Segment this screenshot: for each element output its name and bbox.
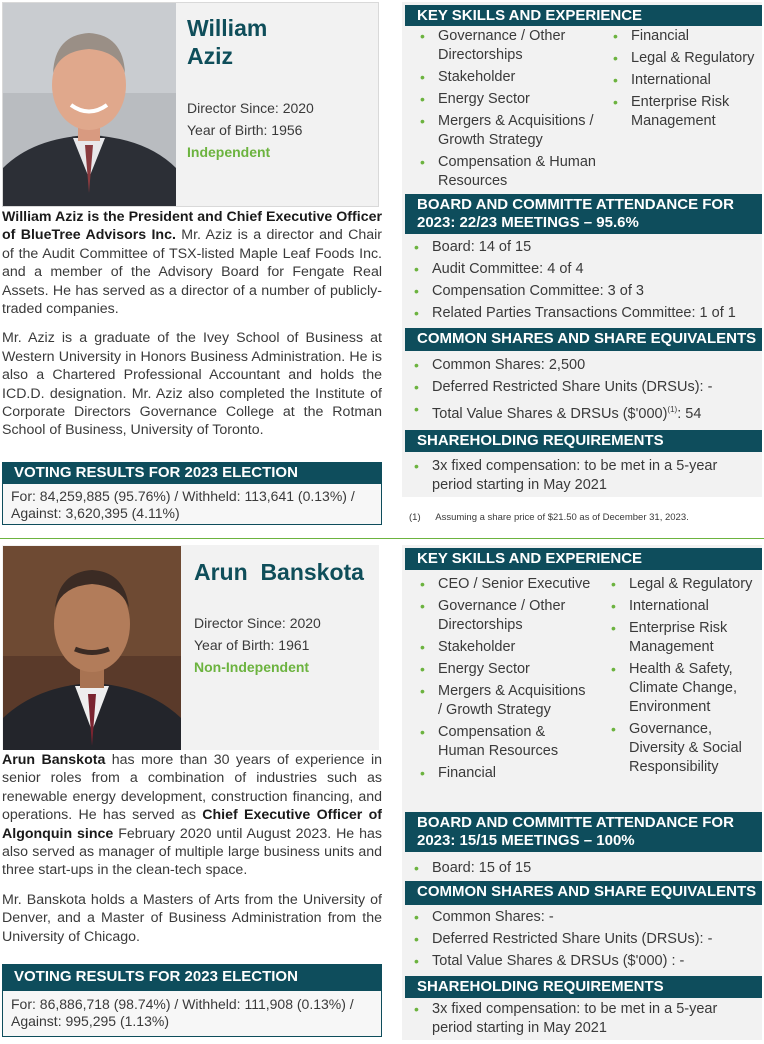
attendance-item: • Compensation Committee: 3 of 3 — [408, 282, 760, 301]
skill-item: • International — [607, 71, 757, 90]
bio-paragraph-1 — [2, 208, 382, 318]
year-of-birth: Year of Birth: 1961 — [194, 637, 310, 653]
aziz-skills-col1 — [414, 27, 598, 191]
footnote-ref: (1) — [667, 405, 678, 414]
shares-common: • Common Shares: 2,500 — [408, 356, 760, 375]
shares-total-value: : 54 — [677, 405, 702, 422]
skill-item: • Governance / Other Directorships — [414, 597, 604, 635]
status-independent: Independent — [187, 144, 271, 160]
shares-drsu: • Deferred Restricted Share Units (DRSUs): - — [408, 930, 760, 949]
skill-item: • Energy Sector — [414, 90, 598, 109]
banskota-voting-results: For: 86,886,718 (98.74%) / Withheld: 111,908 (0.13%) / Against: 995,295 (1.13%) — [2, 991, 382, 1037]
status-non-independent: Non-Independent — [194, 659, 310, 675]
shares-total-label: Total Value Shares & DRSUs ($'000) — [432, 405, 668, 422]
aziz-requirements-header: SHAREHOLDING REQUIREMENTS — [405, 430, 762, 452]
bio-paragraph-1 — [2, 751, 382, 880]
banskota-voting-header: VOTING RESULTS FOR 2023 ELECTION — [2, 964, 382, 991]
bio-highlight: Chief Executive Officer of Algonquin since — [2, 807, 382, 842]
banskota-shares-list — [408, 908, 760, 971]
banskota-meta — [194, 612, 321, 678]
skill-item: • Stakeholder — [414, 68, 598, 87]
banskota-attendance-header: BOARD AND COMMITTE ATTENDANCE FOR 2023: 15/15 MEETINGS – 100% — [405, 812, 762, 852]
aziz-attendance-list — [408, 238, 760, 323]
skill-item: • Legal & Regulatory — [605, 575, 760, 594]
banskota-skills-col1 — [414, 575, 604, 783]
name-line2: Aziz — [187, 43, 233, 69]
aziz-requirements-list — [408, 457, 748, 495]
aziz-bio — [2, 208, 382, 440]
skill-item: • Governance / Other Directorships — [414, 27, 598, 65]
aziz-shares-list — [408, 356, 760, 424]
shares-total: • Total Value Shares & DRSUs ($'000) : - — [408, 952, 760, 971]
bio-text-end: February 2020 until August 2023. He has also served as manager of multiple large business units and three start-ups in the clean-tech space. — [2, 825, 382, 879]
name-line1: William — [187, 15, 268, 41]
banskota-bio — [2, 751, 382, 946]
skill-item: • Financial — [607, 27, 757, 46]
requirement-item: • 3x fixed compensation: to be met in a 5-year period starting in May 2021 — [408, 1000, 748, 1038]
skill-item: • Legal & Regulatory — [607, 49, 757, 68]
skill-item: • Enterprise Risk Management — [607, 93, 757, 131]
skill-item: • Mergers & Acquisitions / Growth Strategy — [414, 682, 592, 720]
attendance-item: • Board: 15 of 15 — [408, 859, 760, 878]
shares-common: • Common Shares: - — [408, 908, 760, 927]
footnote-text: Assuming a share price of $21.50 as of December 31, 2023. — [435, 512, 689, 523]
attendance-item: • Audit Committee: 4 of 4 — [408, 260, 760, 279]
skill-item: • CEO / Senior Executive — [414, 575, 604, 594]
section-divider — [0, 538, 764, 539]
footnote-number: (1) — [409, 512, 421, 523]
aziz-photo — [3, 3, 176, 206]
director-since: Director Since: 2020 — [187, 100, 314, 116]
banskota-requirements-list — [408, 1000, 748, 1038]
aziz-voting-header: VOTING RESULTS FOR 2023 ELECTION — [2, 462, 382, 484]
aziz-name — [187, 14, 267, 70]
requirement-item: • 3x fixed compensation: to be met in a 5-year period starting in May 2021 — [408, 457, 748, 495]
attendance-item: • Board: 14 of 15 — [408, 238, 760, 257]
skill-item: • International — [605, 597, 760, 616]
skill-item: • Stakeholder — [414, 638, 604, 657]
director-since: Director Since: 2020 — [194, 615, 321, 631]
year-of-birth: Year of Birth: 1956 — [187, 122, 303, 138]
aziz-shares-header: COMMON SHARES AND SHARE EQUIVALENTS — [405, 328, 762, 351]
aziz-voting-results: For: 84,259,885 (95.76%) / Withheld: 113,641 (0.13%) / Against: 3,620,395 (4.11%) — [2, 484, 382, 525]
shares-drsu: • Deferred Restricted Share Units (DRSUs): - — [408, 378, 760, 397]
aziz-attendance-header: BOARD AND COMMITTE ATTENDANCE FOR 2023: 22/23 MEETINGS – 95.6% — [405, 194, 762, 234]
banskota-photo — [3, 546, 181, 750]
bio-paragraph-2: Mr. Banskota holds a Masters of Arts from the University of Denver, and a Master of Business Administration from the University of Chicago. — [2, 891, 382, 945]
banskota-skills-col2 — [605, 575, 760, 777]
aziz-skills-col2 — [607, 27, 757, 131]
banskota-skills-header: KEY SKILLS AND EXPERIENCE — [405, 548, 762, 570]
banskota-name: Arun Banskota — [194, 559, 364, 585]
bio-text: Mr. Aziz is a director and Chair of the Audit Committee of TSX-listed Maple Leaf Foods Inc. and a member of the Advisory Board for Fengate Real Assets. He has served as a director of a number of publicly-traded companies. — [2, 227, 382, 318]
portrait-image — [3, 546, 181, 750]
banskota-shares-header: COMMON SHARES AND SHARE EQUIVALENTS — [405, 881, 762, 905]
skill-item: • Mergers & Acquisitions / Growth Strategy — [414, 112, 598, 150]
skill-item: • Governance, Diversity & Social Responsibility — [605, 720, 760, 777]
skill-item: • Compensation & Human Resources — [414, 723, 574, 761]
aziz-footnote — [409, 512, 689, 523]
skill-item: • Enterprise Risk Management — [605, 619, 760, 657]
bio-text: has more than 30 years of experience in senior roles from a combination of industries such as renewable energy development, construction financing, and operations. He has served as — [2, 752, 383, 824]
bio-lead: William Aziz is the President and Chief Executive Officer of BlueTree Advisors Inc. — [2, 209, 382, 244]
skill-item: • Health & Safety, Climate Change, Environment — [605, 660, 760, 717]
aziz-skills-header: KEY SKILLS AND EXPERIENCE — [405, 5, 762, 26]
skill-item: • Financial — [414, 764, 604, 783]
aziz-meta — [187, 97, 314, 163]
banskota-attendance-list — [408, 859, 760, 878]
skill-item: • Energy Sector — [414, 660, 604, 679]
banskota-requirements-header: SHAREHOLDING REQUIREMENTS — [405, 976, 762, 998]
skill-item: • Compensation & Human Resources — [414, 153, 598, 191]
attendance-item: • Related Parties Transactions Committee: 1 of 1 — [408, 304, 760, 323]
portrait-image — [3, 3, 176, 206]
bio-lead: Arun Banskota — [2, 752, 106, 768]
bio-paragraph-2: Mr. Aziz is a graduate of the Ivey School of Business at Western University in Honors Business Administration. He is also a Chartered Professional Accountant and holds the ICD.D. designation. Mr. Aziz also completed the Institute of Corporate Directors Governance College at the Rotman School of Business, University of Toronto. — [2, 330, 382, 439]
shares-total — [408, 400, 760, 424]
